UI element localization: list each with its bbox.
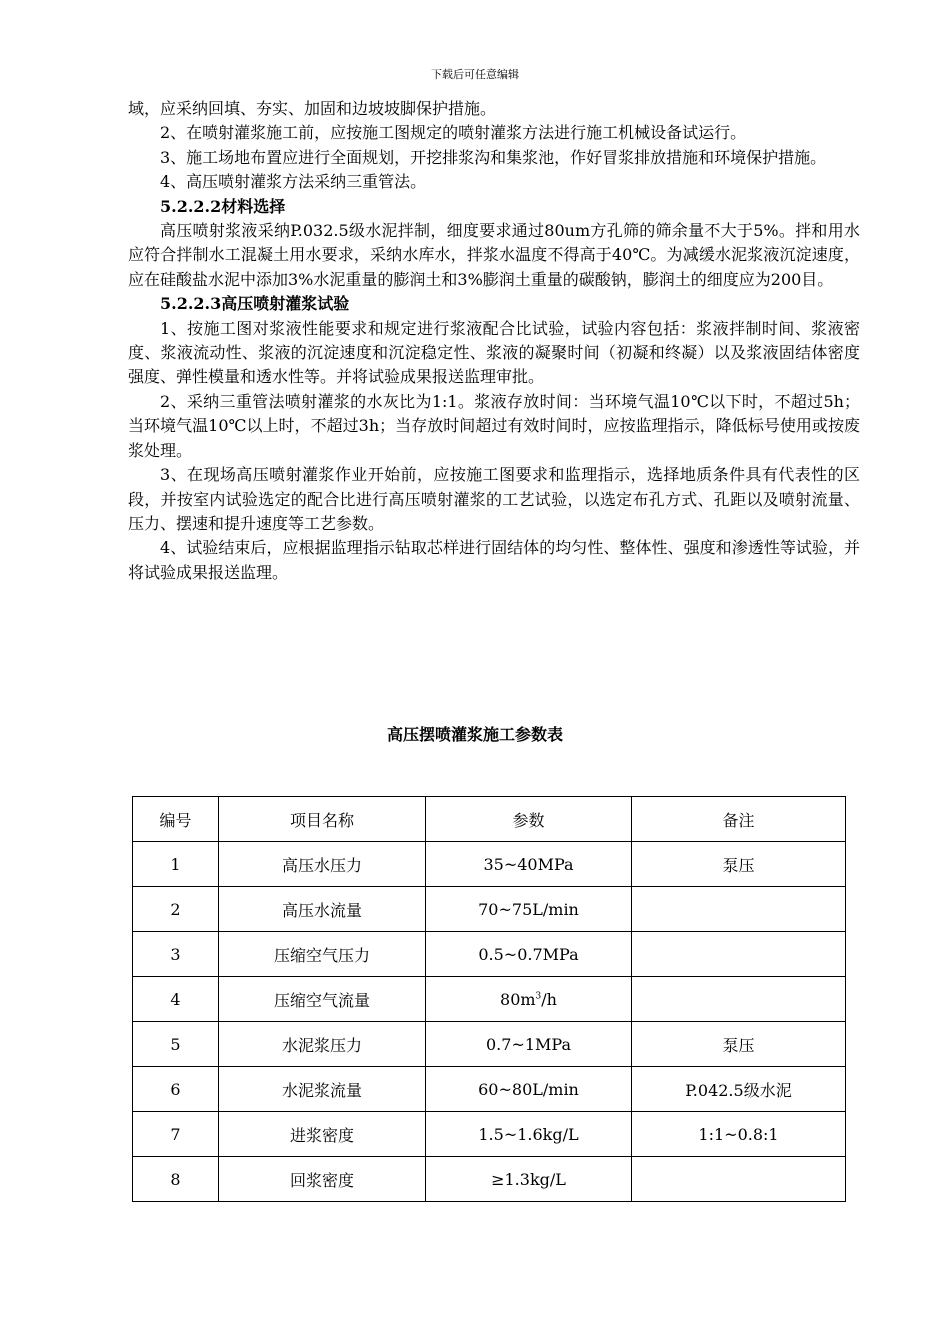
table-cell: 5 <box>133 1022 219 1067</box>
table-row <box>133 887 846 932</box>
table-header-row <box>133 797 846 842</box>
header-cell: 备注 <box>632 797 846 842</box>
table-row <box>133 977 846 1022</box>
header-cell: 编号 <box>133 797 219 842</box>
table-cell: 水泥浆压力 <box>219 1022 426 1067</box>
unit-superscript: 3 <box>535 991 542 1002</box>
table-cell <box>632 1157 846 1202</box>
table-cell: 2 <box>133 887 219 932</box>
table-cell: 1:1~0.8:1 <box>632 1112 846 1157</box>
table-cell: 0.5~0.7MPa <box>426 932 632 977</box>
header-cell: 参数 <box>426 797 632 842</box>
paragraph: 4、试验结束后，应根据监理指示钻取芯样进行固结体的均匀性、整体性、强度和渗透性等试验，并将试验成果报送监理。 <box>128 538 860 582</box>
table-cell: 8 <box>133 1157 219 1202</box>
paragraph: 3、在现场高压喷射灌浆作业开始前，应按施工图要求和监理指示，选择地质条件具有代表性的区段，并按室内试验选定的配合比进行高压喷射灌浆的工艺试验，以选定布孔方式、孔距以及喷射流量、压力、摆速和提升速度等工艺参数。 <box>128 465 860 533</box>
table-cell: 0.7~1MPa <box>426 1022 632 1067</box>
paragraph: 1、按施工图对浆液性能要求和规定进行浆液配合比试验，试验内容包括：浆液拌制时间、浆液密度、浆液流动性、浆液的沉淀速度和沉淀稳定性、浆液的凝聚时间（初凝和终凝）以及浆液固结体密度强度、弹性模量和透水性等。并将试验成果报送监理审批。 <box>128 318 860 387</box>
table-cell: 压缩空气压力 <box>219 932 426 977</box>
table-cell: 70~75L/min <box>426 887 632 932</box>
table-row <box>133 1112 846 1157</box>
table-cell <box>426 977 632 1022</box>
paragraph: 高压喷射浆液采纳P.032.5级水泥拌制，细度要求通过80um方孔筛的筛余量不大于5%。拌和用水应符合拌制水工混凝土用水要求，采纳水库水，拌浆水温度不得高于40℃。为减缓水泥浆液沉淀速度，应在硅酸盐水泥中添加3%水泥重量的膨润土和3%膨润土重量的碳酸钠，膨润土的细度应为200目。 <box>128 221 860 289</box>
paragraph: 2、在喷射灌浆施工前，应按施工图规定的喷射灌浆方法进行施工机械设备试运行。 <box>160 123 747 143</box>
table-cell: 泵压 <box>632 842 846 887</box>
table-cell: 35~40MPa <box>426 842 632 887</box>
paragraph: 2、采纳三重管法喷射灌浆的水灰比为1:1。浆液存放时间：当环境气温10℃以下时，不超过5h；当环境气温10℃以上时，不超过3h；当存放时间超过有效时间时，应按监理指示，降低标号使用或按废浆处理。 <box>128 391 860 460</box>
table-cell: 4 <box>133 977 219 1022</box>
document-body <box>128 97 860 585</box>
table-cell <box>632 887 846 932</box>
table-cell: 进浆密度 <box>219 1112 426 1157</box>
section-heading: 5.2.2.3高压喷射灌浆试验 <box>160 294 350 314</box>
table-cell: 泵压 <box>632 1022 846 1067</box>
unit-suffix: /h <box>541 989 557 1009</box>
table-cell: 7 <box>133 1112 219 1157</box>
table-row <box>133 1022 846 1067</box>
header-cell: 项目名称 <box>219 797 426 842</box>
table-cell: 1 <box>133 842 219 887</box>
page-header: 下载后可任意编辑 <box>431 68 519 81</box>
table-row <box>133 1157 846 1202</box>
paragraph: 4、高压喷射灌浆方法采纳三重管法。 <box>160 172 427 192</box>
table-row <box>133 932 846 977</box>
table-cell: ≥1.3kg/L <box>426 1157 632 1202</box>
parameter-table <box>132 796 846 1202</box>
table-cell: 60~80L/min <box>426 1067 632 1112</box>
table-cell: P.042.5级水泥 <box>632 1067 846 1112</box>
table-row <box>133 842 846 887</box>
table-cell: 3 <box>133 932 219 977</box>
table-cell: 6 <box>133 1067 219 1112</box>
paragraph: 3、施工场地布置应进行全面规划，开挖排浆沟和集浆池，作好冒浆排放措施和环境保护措施。 <box>160 147 827 167</box>
table-cell: 高压水压力 <box>219 842 426 887</box>
table-cell <box>632 932 846 977</box>
cell-value: 80m <box>500 989 536 1009</box>
table-cell: 水泥浆流量 <box>219 1067 426 1112</box>
table-cell: 压缩空气流量 <box>219 977 426 1022</box>
table-cell: 高压水流量 <box>219 887 426 932</box>
table-cell: 1.5~1.6kg/L <box>426 1112 632 1157</box>
section-heading: 5.2.2.2材料选择 <box>160 196 286 216</box>
table-row <box>133 1067 846 1112</box>
table-cell <box>632 977 846 1022</box>
table-title: 高压摆喷灌浆施工参数表 <box>386 725 563 744</box>
table-cell: 回浆密度 <box>219 1157 426 1202</box>
paragraph: 域，应采纳回填、夯实、加固和边坡坡脚保护措施。 <box>128 99 497 118</box>
